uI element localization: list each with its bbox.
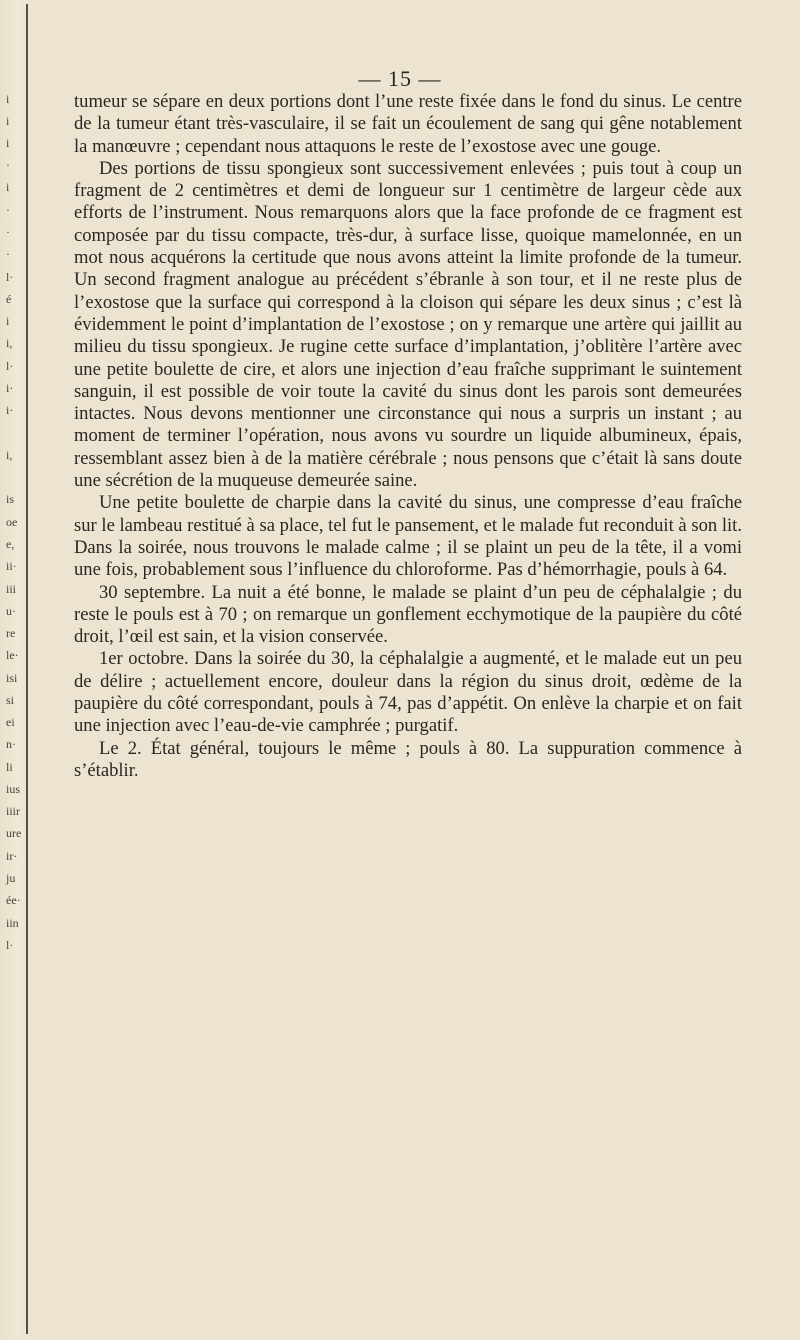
gutter-fragment: n· bbox=[6, 737, 16, 751]
gutter-text-fragments bbox=[0, 0, 26, 1340]
body-text bbox=[74, 91, 742, 782]
gutter-fragment: i· bbox=[6, 381, 14, 395]
gutter-fragment: is bbox=[6, 492, 15, 506]
paragraph: Des portions de tissu spongieux sont successivement enlevées ; puis tout à coup un fragment de 2 centimètres et demi de longueur sur 1 centimètre de largeur cède aux efforts de l’instrument. Nous remarquons alors que la face profonde de ce fragment est composée par du tissu compacte, très-dur, à surface lisse, quoique mamelonnée, en un mot nous acquérons la certitude que nous avons atteint la limite profonde de la tumeur. Un second fragment analogue au précédent s’ébranle à son tour, et il ne reste plus de l’exostose que la surface qui correspond à la cloison qui sépare les deux sinus ; c’est là évidemment le point d’implantation de l’exostose ; on y remarque une artère qui jaillit au milieu du tissu spongieux. Je rugine cette surface d’implantation, j’oblitère l’artère avec une petite boulette de cire, et alors une injection d’eau fraîche supprimant le suintement sanguin, il est possible de voir toute la cavité du sinus dont les parois sont demeurées intactes. Nous devons mentionner une circonstance qui nous a surpris un instant ; au moment de terminer l’opération, nous avons vu sourdre un liquide albumineux, épais, ressemblant assez bien à de la matière cérébrale ; nous pensons que c’était là sans doute une sécrétion de la muqueuse demeurée saine. bbox=[74, 157, 742, 492]
gutter-fragment: i, bbox=[6, 448, 13, 462]
gutter-fragment: l· bbox=[6, 270, 14, 284]
gutter-fragment: ure bbox=[6, 826, 22, 840]
paragraph: Le 2. État général, toujours le même ; pouls à 80. La suppuration commence à s’établir. bbox=[74, 737, 742, 781]
binding-edge bbox=[26, 4, 28, 1334]
gutter-fragment: oe bbox=[6, 515, 18, 529]
gutter-fragment: u· bbox=[6, 604, 16, 618]
gutter-fragment: i bbox=[6, 114, 10, 128]
gutter-fragment: · bbox=[6, 225, 10, 239]
gutter-fragment: ju bbox=[6, 871, 16, 885]
gutter-fragment: isi bbox=[6, 671, 18, 685]
gutter-fragment: iii bbox=[6, 582, 17, 596]
paragraph: Une petite boulette de charpie dans la cavité du sinus, une compresse d’eau fraîche sur le lambeau restitué à sa place, tel fut le pansement, et le malade fut reconduit à son lit. Dans la soirée, nous trouvons le malade calme ; il se plaint un peu de la tête, il a vomi une fois, probablement sous l’influence du chloroforme. Pas d’hémorrhagie, pouls à 64. bbox=[74, 492, 742, 581]
gutter-fragment: ei bbox=[6, 715, 15, 729]
gutter-fragment: re bbox=[6, 626, 16, 640]
gutter-fragment: · bbox=[6, 247, 10, 261]
gutter-fragment: si bbox=[6, 693, 15, 707]
gutter-fragment: le· bbox=[6, 648, 19, 662]
page-number: — 15 — bbox=[358, 66, 442, 91]
gutter-fragment: ée· bbox=[6, 893, 21, 907]
gutter-fragment: iiir bbox=[6, 804, 20, 818]
paragraph: 1er octobre. Dans la soirée du 30, la céphalalgie a augmenté, et le malade eut un peu de délire ; actuellement encore, douleur dans la région du sinus droit, œdème de la paupière du côté correspondant, pouls à 74, pas d’appétit. On enlève la charpie et on fait une injection avec l’eau-de-vie camphrée ; purgatif. bbox=[74, 648, 742, 737]
gutter-fragment: i bbox=[6, 92, 10, 106]
paragraph: 30 septembre. La nuit a été bonne, le malade se plaint d’un peu de céphalalgie ; du reste le pouls est à 70 ; on remarque un gonflement ecchymotique de la paupière du côté droit, l’œil est sain, et la vision conservée. bbox=[74, 581, 742, 648]
gutter-fragment: i, bbox=[6, 336, 13, 350]
gutter-fragment: ii· bbox=[6, 559, 17, 573]
gutter-fragment: l· bbox=[6, 938, 14, 952]
gutter-fragment: e, bbox=[6, 537, 15, 551]
paragraph: tumeur se sépare en deux portions dont l’une reste fixée dans le fond du sinus. Le centre de la tumeur étant très-vasculaire, il se fait un écoulement de sang qui gêne notablement la manœuvre ; cependant nous attaquons le reste de l’exostose avec une gouge. bbox=[74, 91, 742, 157]
gutter-fragment: é bbox=[6, 292, 12, 306]
gutter-fragment: i bbox=[6, 136, 10, 150]
gutter-fragment: · bbox=[6, 203, 10, 217]
gutter-fragment: li bbox=[6, 760, 13, 774]
gutter-fragment: l· bbox=[6, 359, 14, 373]
gutter-fragment: · bbox=[6, 158, 10, 172]
gutter-fragment: iin bbox=[6, 916, 19, 930]
gutter-fragment: i· bbox=[6, 403, 14, 417]
gutter-fragment: i bbox=[6, 314, 10, 328]
gutter-fragment: i bbox=[6, 180, 10, 194]
gutter-fragment: ius bbox=[6, 782, 21, 796]
gutter-fragment: ir· bbox=[6, 849, 18, 863]
